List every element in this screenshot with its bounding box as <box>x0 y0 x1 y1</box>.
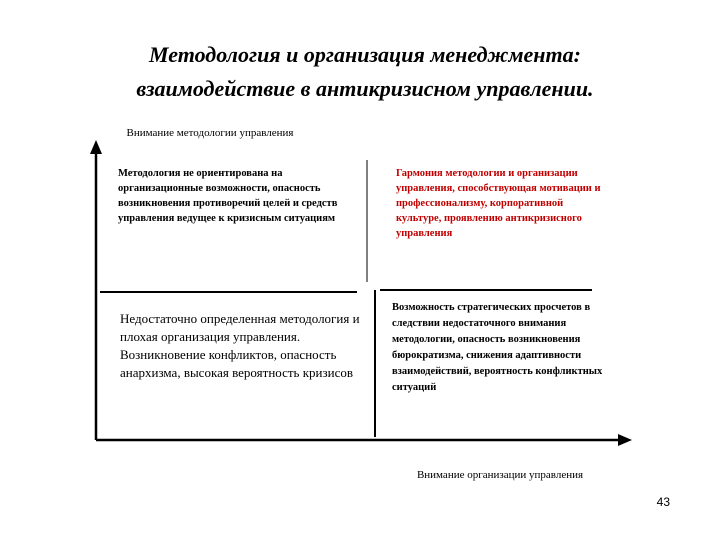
quadrant-top-left: Методология не ориентирована на организационные возможности, опасность возникновения противоречий целей и средств управления ведущее к кризисным ситуациям <box>118 168 338 224</box>
page-number: 43 <box>656 495 670 509</box>
y-axis-arrow <box>90 140 102 154</box>
x-axis-label: Внимание организации управления <box>416 469 584 481</box>
quadrant-bottom-left: Недостаточно определенная методология и плохая организация управления. Возникновение конфликтов, опасность анархизма, высокая вероятность кризисов <box>120 311 360 380</box>
y-axis-label: Внимание методологии управления <box>126 127 294 139</box>
title-line-2: взаимодействие в антикризисном управлении. <box>136 76 594 101</box>
quadrant-bottom-right: Возможность стратегических просчетов в следствии недостаточного внимания методологии, опасность возникновения бюрократизма, снижения адаптивности взаимодействий, вероятность конфликтных ситуаций <box>392 302 603 393</box>
title-line-1: Методология и организация менеджмента: <box>149 42 581 67</box>
x-axis-arrow <box>618 434 632 446</box>
quadrant-top-right: Гармония методологии и организации управления, способствующая мотивации и профессионализму, корпоративной культуре, проявлению антикризисного управления <box>396 168 601 239</box>
